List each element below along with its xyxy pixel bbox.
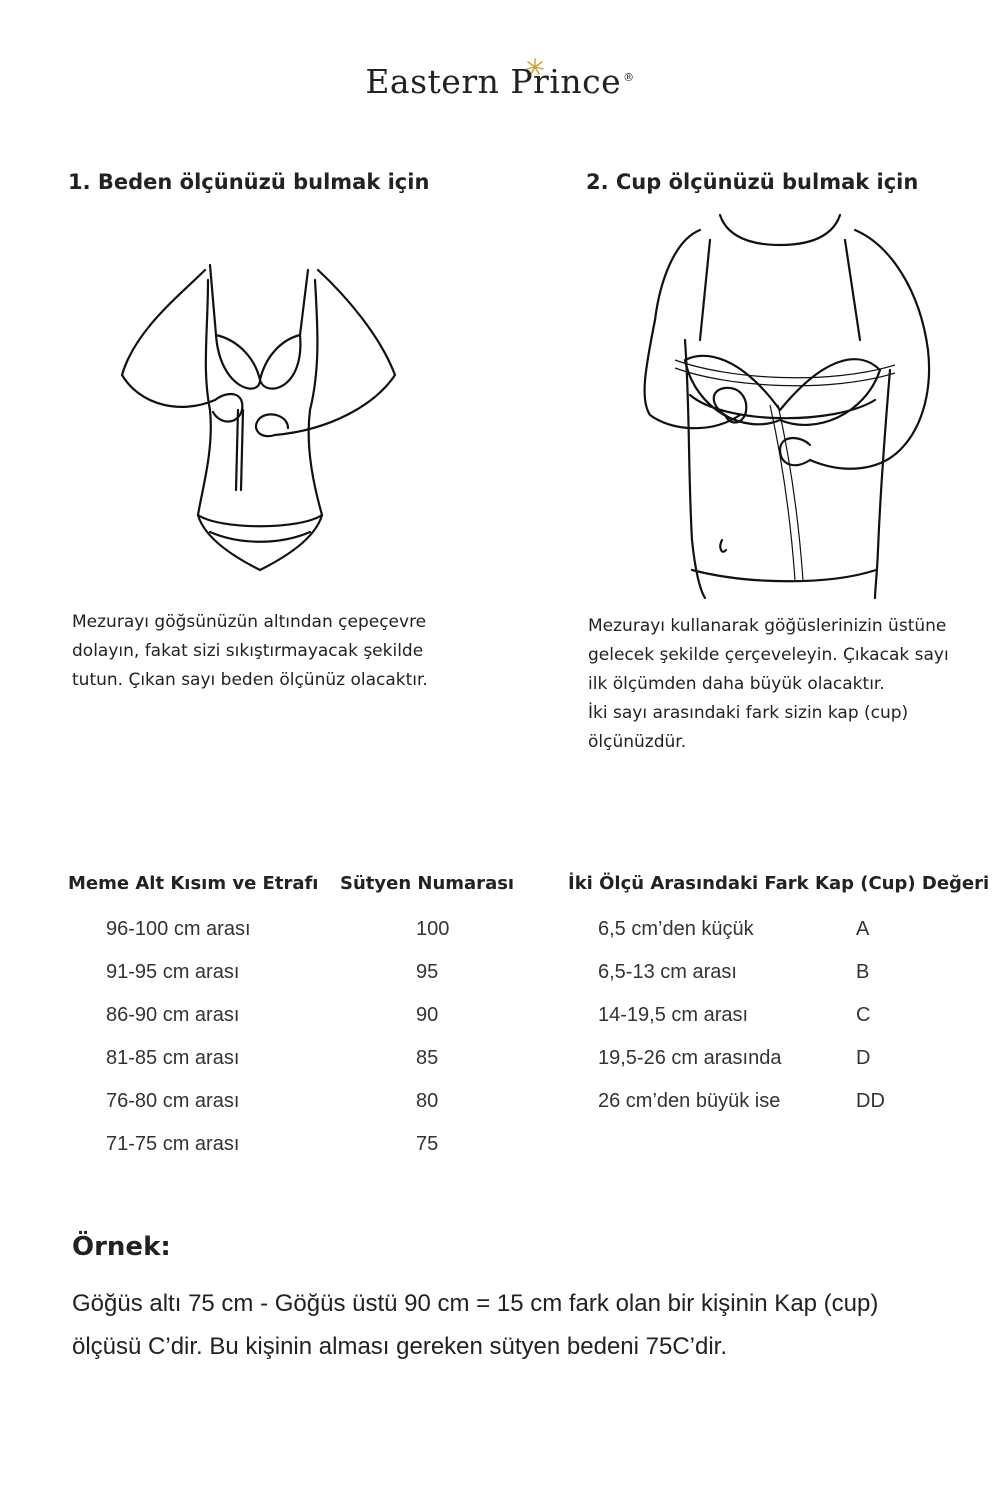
bra-size-cell: 85 (416, 1047, 439, 1069)
band-range-cell: 91-95 cm arası (106, 961, 240, 983)
example-line: ölçüsü C’dir. Bu kişinin alması gereken sütyen bedeni 75C’dir. (72, 1333, 728, 1360)
bra-size-cell: 100 (416, 918, 450, 940)
band-range-cell: 81-85 cm arası (106, 1047, 240, 1069)
bra-size-cell: 95 (416, 961, 439, 983)
cup-measure-illustration (630, 210, 950, 600)
cup-value-cell: B (856, 961, 870, 983)
size-table-header-size: Sütyen Numarası (340, 873, 515, 894)
band-range-cell: 96-100 cm arası (106, 918, 251, 940)
difference-range-cell: 14-19,5 cm arası (598, 1004, 749, 1026)
difference-range-cell: 19,5-26 cm arasında (598, 1047, 782, 1069)
instruction-line: Mezurayı kullanarak göğüslerinizin üstüne (588, 616, 947, 636)
instruction-line: ilk ölçümden daha büyük olacaktır. (588, 674, 885, 694)
band-measure-illustration (110, 240, 410, 600)
cup-table-header-difference: İki Ölçü Arasındaki Fark (568, 873, 809, 894)
registered-mark: ® (623, 71, 635, 84)
brand-logo (0, 62, 1000, 101)
instruction-line: ölçünüzdür. (588, 732, 687, 752)
band-range-cell: 86-90 cm arası (106, 1004, 240, 1026)
instruction-line: Mezurayı göğsünüzün altından çepeçevre (72, 612, 427, 632)
difference-range-cell: 6,5-13 cm arası (598, 961, 737, 983)
section-1-title: 1. Beden ölçünüzü bulmak için (68, 170, 430, 194)
band-range-cell: 76-80 cm arası (106, 1090, 240, 1112)
cup-value-cell: A (856, 918, 870, 940)
section-1-instructions (72, 608, 428, 695)
cup-table-header-cup: Kap (Cup) Değeri (815, 873, 990, 894)
difference-range-cell: 6,5 cm’den küçük (598, 918, 754, 940)
section-2-title: 2. Cup ölçünüzü bulmak için (586, 170, 919, 194)
cup-value-cell: D (856, 1047, 871, 1069)
band-range-cell: 71-75 cm arası (106, 1133, 240, 1155)
cup-value-cell: DD (856, 1090, 885, 1112)
brand-name: Eastern Prince (365, 62, 622, 101)
instruction-line: dolayın, fakat sizi sıkıştırmayacak şekilde (72, 641, 424, 661)
bra-size-cell: 90 (416, 1004, 439, 1026)
cup-value-cell: C (856, 1004, 871, 1026)
instruction-line: tutun. Çıkan sayı beden ölçünüz olacaktır. (72, 670, 428, 690)
bra-size-cell: 75 (416, 1133, 439, 1155)
instruction-line: gelecek şekilde çerçeveleyin. Çıkacak sayı (588, 645, 949, 665)
instruction-line: İki sayı arasındaki fark sizin kap (cup) (588, 703, 909, 723)
section-2-instructions (588, 612, 949, 757)
bra-size-cell: 80 (416, 1090, 439, 1112)
example-text (72, 1282, 952, 1368)
size-table-header-band: Meme Alt Kısım ve Etrafı (68, 873, 319, 894)
example-line: Göğüs altı 75 cm - Göğüs üstü 90 cm = 15 cm fark olan bir kişinin Kap (cup) (72, 1290, 879, 1317)
difference-range-cell: 26 cm’den büyük ise (598, 1090, 781, 1112)
example-title: Örnek: (72, 1232, 171, 1262)
